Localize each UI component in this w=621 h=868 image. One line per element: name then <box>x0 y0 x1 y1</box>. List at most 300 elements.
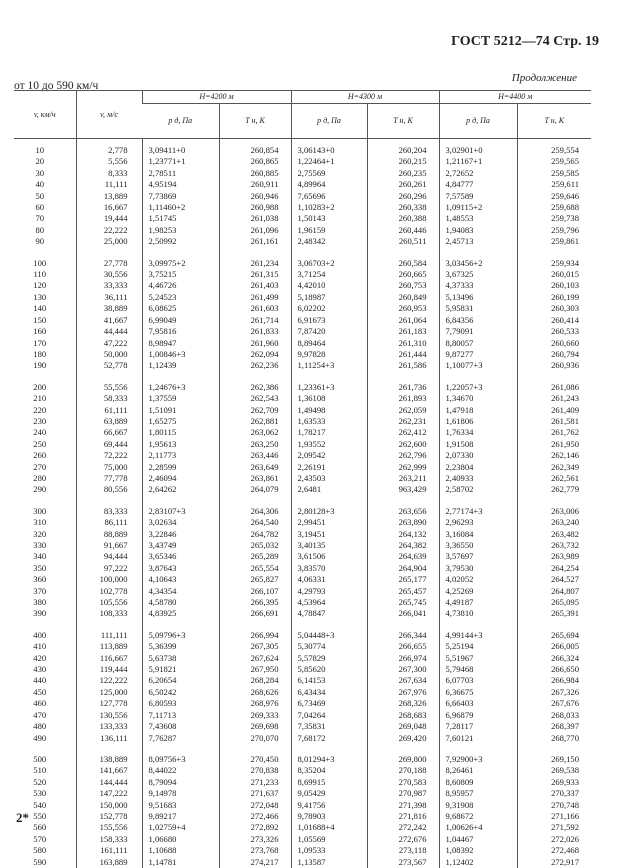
table-cell: 530 <box>33 788 47 799</box>
table-cell: 5,63738 <box>142 653 219 664</box>
table-cell: 3,71254 <box>291 269 367 280</box>
table-cell: 268,284 <box>219 675 291 686</box>
table-cell: 261,950 <box>517 439 591 450</box>
table-cell: 2,83107+3 <box>142 506 219 517</box>
table-cell: 7,79091 <box>439 326 517 337</box>
table-cell: 3,06143+0 <box>291 145 367 156</box>
table-cell: 3,02901+0 <box>439 145 517 156</box>
table-row <box>14 675 591 686</box>
table-cell: 263,240 <box>517 517 591 528</box>
table-cell: 3,09411+0 <box>142 145 219 156</box>
table-cell: 125,000 <box>76 687 142 698</box>
table-cell: 290 <box>33 484 47 495</box>
table-cell: 7,76287 <box>142 733 219 744</box>
table-row <box>14 834 591 845</box>
table-cell: 590 <box>33 856 47 867</box>
group-spacer <box>14 496 591 506</box>
table-cell: 6,43434 <box>291 687 367 698</box>
table-cell: 263,250 <box>219 439 291 450</box>
table-cell: 44,444 <box>76 326 142 337</box>
table-cell: 1,22464+1 <box>291 156 367 167</box>
table-row <box>14 664 591 675</box>
table-cell: 1,05569 <box>291 834 367 845</box>
table-cell: 267,676 <box>517 698 591 709</box>
table-cell: 1,63533 <box>291 416 367 427</box>
table-cell: 265,554 <box>219 563 291 574</box>
table-cell: 190 <box>33 360 47 371</box>
table-cell: 1,37559 <box>142 393 219 404</box>
table-cell: 4,78847 <box>291 608 367 619</box>
table-cell: 266,655 <box>367 641 439 652</box>
table-cell: 33,333 <box>76 280 142 291</box>
col-header-v-ms: v, м/с <box>76 91 142 139</box>
table-cell: 261,315 <box>219 269 291 280</box>
table-row <box>14 517 591 528</box>
table-cell: 77,778 <box>76 473 142 484</box>
table-cell: 265,095 <box>517 597 591 608</box>
table-cell: 4,02052 <box>439 574 517 585</box>
table-cell: 7,92900+3 <box>439 754 517 765</box>
table-cell: 7,04264 <box>291 710 367 721</box>
table-cell: 268,397 <box>517 721 591 732</box>
table-cell: 261,736 <box>367 382 439 393</box>
table-cell: 2,77174+3 <box>439 506 517 517</box>
table-cell: 6,99049 <box>142 315 219 326</box>
table-cell: 72,222 <box>76 450 142 461</box>
table-cell: 270,838 <box>219 765 291 776</box>
table-cell: 265,289 <box>219 551 291 562</box>
table-cell: 4,99144+3 <box>439 630 517 641</box>
table-row <box>14 202 591 213</box>
table-cell: 272,676 <box>367 834 439 845</box>
col-header-p: p д, Па <box>142 104 219 139</box>
table-cell: 30,556 <box>76 269 142 280</box>
table-cell: 3,02634 <box>142 517 219 528</box>
table-cell: 272,466 <box>219 811 291 822</box>
table-cell: 3,75215 <box>142 269 219 280</box>
table-row <box>14 145 591 156</box>
table-row <box>14 473 591 484</box>
table-cell: 5,85620 <box>291 664 367 675</box>
table-row <box>14 506 591 517</box>
table-cell: 264,382 <box>367 540 439 551</box>
table-cell: 50 <box>35 190 45 201</box>
table-cell: 268,033 <box>517 710 591 721</box>
table-cell: 265,177 <box>367 574 439 585</box>
table-cell: 260,533 <box>517 326 591 337</box>
table-cell: 200 <box>33 381 47 392</box>
table-cell: 300 <box>33 505 47 516</box>
height-header-1: H=4200 м <box>142 91 291 104</box>
table-cell: 264,807 <box>517 586 591 597</box>
col-header-p: p д, Па <box>439 104 517 139</box>
table-cell: 1,00846+3 <box>142 349 219 360</box>
table-cell: 1,76334 <box>439 427 517 438</box>
table-cell: 265,745 <box>367 597 439 608</box>
table-cell: 2,11773 <box>142 450 219 461</box>
table-cell: 6,96879 <box>439 710 517 721</box>
table-cell: 150 <box>33 314 47 325</box>
table-cell: 270,450 <box>219 754 291 765</box>
table-row <box>14 857 591 868</box>
table-cell: 274,217 <box>219 857 291 868</box>
table-cell: 102,778 <box>76 586 142 597</box>
table-cell: 7,11713 <box>142 710 219 721</box>
table-cell: 263,006 <box>517 506 591 517</box>
table-cell: 7,35831 <box>291 721 367 732</box>
table-row <box>14 303 591 314</box>
table-cell: 270 <box>33 461 47 472</box>
table-row <box>14 800 591 811</box>
table-cell: 272,048 <box>219 800 291 811</box>
table-cell: 370 <box>33 585 47 596</box>
table-cell: 8,333 <box>76 168 142 179</box>
table-cell: 261,064 <box>367 315 439 326</box>
table-cell: 259,796 <box>517 225 591 236</box>
table-cell: 133,333 <box>76 721 142 732</box>
table-cell: 8,79094 <box>142 777 219 788</box>
table-cell: 9,05429 <box>291 788 367 799</box>
table-cell: 5,09796+3 <box>142 630 219 641</box>
table-cell: 1,96159 <box>291 225 367 236</box>
table-cell: 4,83925 <box>142 608 219 619</box>
table-cell: 261,444 <box>367 349 439 360</box>
table-cell: 259,861 <box>517 236 591 247</box>
table-cell: 2,43503 <box>291 473 367 484</box>
table-cell: 268,626 <box>219 687 291 698</box>
table-cell: 271,816 <box>367 811 439 822</box>
table-cell: 122,222 <box>76 675 142 686</box>
table-cell: 1,09533 <box>291 845 367 856</box>
table-cell: 260,854 <box>219 145 291 156</box>
table-cell: 61,111 <box>76 405 142 416</box>
table-cell: 272,026 <box>517 834 591 845</box>
table-cell: 94,444 <box>76 551 142 562</box>
table-cell: 266,344 <box>367 630 439 641</box>
table-cell: 4,29793 <box>291 586 367 597</box>
table-cell: 3,67325 <box>439 269 517 280</box>
table-row <box>14 450 591 461</box>
table-cell: 1,61806 <box>439 416 517 427</box>
table-row <box>14 777 591 788</box>
table-cell: 261,499 <box>219 292 291 303</box>
table-cell: 270,987 <box>367 788 439 799</box>
table-cell: 264,527 <box>517 574 591 585</box>
table-cell: 264,132 <box>367 529 439 540</box>
table-cell: 4,37333 <box>439 280 517 291</box>
table-cell: 450 <box>33 686 47 697</box>
table-cell: 6,07703 <box>439 675 517 686</box>
table-cell: 1,51091 <box>142 405 219 416</box>
table-cell: 230 <box>33 415 47 426</box>
table-cell: 36,111 <box>76 292 142 303</box>
table-cell: 264,254 <box>517 563 591 574</box>
table-cell: 2,80128+3 <box>291 506 367 517</box>
table-cell: 264,540 <box>219 517 291 528</box>
table-cell: 267,300 <box>367 664 439 675</box>
table-cell: 4,73810 <box>439 608 517 619</box>
table-cell: 3,40135 <box>291 540 367 551</box>
table-cell: 260,936 <box>517 360 591 371</box>
table-cell: 270,583 <box>367 777 439 788</box>
table-cell: 260,296 <box>367 191 439 202</box>
table-row <box>14 225 591 236</box>
table-cell: 262,146 <box>517 450 591 461</box>
table-cell: 8,89464 <box>291 338 367 349</box>
table-cell: 3,43749 <box>142 540 219 551</box>
table-cell: 8,26461 <box>439 765 517 776</box>
page-header: ГОСТ 5212—74 Стр. 19 <box>451 34 599 49</box>
table-cell: 210 <box>33 393 47 404</box>
table-cell: 260,849 <box>367 292 439 303</box>
table-cell: 266,041 <box>367 608 439 619</box>
table-cell: 58,333 <box>76 393 142 404</box>
table-cell: 1,98253 <box>142 225 219 236</box>
table-cell: 260 <box>33 450 47 461</box>
table-cell: 265,694 <box>517 630 591 641</box>
table-cell: 540 <box>33 799 47 810</box>
table-cell: 261,183 <box>367 326 439 337</box>
table-cell: 91,667 <box>76 540 142 551</box>
table-cell: 6,02202 <box>291 303 367 314</box>
table-cell: 1,02759+4 <box>142 822 219 833</box>
table-cell: 262,999 <box>367 462 439 473</box>
table-cell: 3,65346 <box>142 551 219 562</box>
table-cell: 83,333 <box>76 506 142 517</box>
table-cell: 1,09115+2 <box>439 202 517 213</box>
table-cell: 420 <box>33 652 47 663</box>
table-cell: 8,98947 <box>142 338 219 349</box>
table-cell: 470 <box>33 709 47 720</box>
table-cell: 261,310 <box>367 338 439 349</box>
table-cell: 220 <box>33 404 47 415</box>
table-cell: 136,111 <box>76 733 142 744</box>
table-cell: 4,34354 <box>142 586 219 597</box>
table-cell: 272,892 <box>219 822 291 833</box>
table-cell: 261,234 <box>219 258 291 269</box>
table-row <box>14 462 591 473</box>
table-cell: 1,47918 <box>439 405 517 416</box>
table-cell: 1,24676+3 <box>142 382 219 393</box>
table-cell: 1,50143 <box>291 213 367 224</box>
table-cell: 3,36550 <box>439 540 517 551</box>
table-cell: 130 <box>33 291 47 302</box>
table-cell: 267,976 <box>367 687 439 698</box>
table-cell: 260,338 <box>367 202 439 213</box>
table-cell: 430 <box>33 664 47 675</box>
table-cell: 963,429 <box>367 484 439 495</box>
table-cell: 152,778 <box>76 811 142 822</box>
table-cell: 111,111 <box>76 630 142 641</box>
table-cell: 4,49187 <box>439 597 517 608</box>
table-cell: 320 <box>33 528 47 539</box>
table-cell: 22,222 <box>76 225 142 236</box>
table-cell: 5,24523 <box>142 292 219 303</box>
table-cell: 263,211 <box>367 473 439 484</box>
table-cell: 88,889 <box>76 529 142 540</box>
table-cell: 100 <box>33 257 47 268</box>
table-cell: 400 <box>33 629 47 640</box>
table-row <box>14 416 591 427</box>
table-cell: 19,444 <box>76 213 142 224</box>
table-cell: 2,78511 <box>142 168 219 179</box>
table-cell: 2,40933 <box>439 473 517 484</box>
table-cell: 263,482 <box>517 529 591 540</box>
table-cell: 262,796 <box>367 450 439 461</box>
table-cell: 260,584 <box>367 258 439 269</box>
table-cell: 269,933 <box>517 777 591 788</box>
table-cell: 38,889 <box>76 303 142 314</box>
table-cell: 266,324 <box>517 653 591 664</box>
table-cell: 5,91821 <box>142 664 219 675</box>
table-cell: 1,36108 <box>291 393 367 404</box>
table-cell: 2,50992 <box>142 236 219 247</box>
table-cell: 262,386 <box>219 382 291 393</box>
table-cell: 4,95194 <box>142 179 219 190</box>
table-cell: 1,80115 <box>142 427 219 438</box>
table-cell: 1,22057+3 <box>439 382 517 393</box>
table-cell: 250 <box>33 438 47 449</box>
table-cell: 2,58702 <box>439 484 517 495</box>
table-cell: 261,893 <box>367 393 439 404</box>
table-cell: 7,68172 <box>291 733 367 744</box>
table-cell: 6,73469 <box>291 698 367 709</box>
table-cell: 260,261 <box>367 179 439 190</box>
table-cell: 7,28117 <box>439 721 517 732</box>
table-cell: 1,48553 <box>439 213 517 224</box>
table-cell: 1,13587 <box>291 857 367 868</box>
table-cell: 1,10077+3 <box>439 360 517 371</box>
table-cell: 163,889 <box>76 857 142 868</box>
table-cell: 6,36675 <box>439 687 517 698</box>
table-cell: 260,199 <box>517 292 591 303</box>
table-cell: 9,41756 <box>291 800 367 811</box>
table-cell: 264,079 <box>219 484 291 495</box>
table-cell: 5,556 <box>76 156 142 167</box>
table-cell: 262,412 <box>367 427 439 438</box>
table-cell: 5,30774 <box>291 641 367 652</box>
table-cell: 6,66403 <box>439 698 517 709</box>
table-cell: 260,303 <box>517 303 591 314</box>
table-cell: 8,95957 <box>439 788 517 799</box>
table-cell: 1,08392 <box>439 845 517 856</box>
table-cell: 460 <box>33 698 47 709</box>
table-cell: 50,000 <box>76 349 142 360</box>
table-row <box>14 653 591 664</box>
table-cell: 269,048 <box>367 721 439 732</box>
table-cell: 240 <box>33 427 47 438</box>
page-marker: 2* <box>16 810 29 825</box>
table-cell: 9,97828 <box>291 349 367 360</box>
table-cell: 105,556 <box>76 597 142 608</box>
table-cell: 158,333 <box>76 834 142 845</box>
table-cell: 3,19451 <box>291 529 367 540</box>
table-cell: 3,16084 <box>439 529 517 540</box>
table-cell: 150,000 <box>76 800 142 811</box>
table-cell: 8,80057 <box>439 338 517 349</box>
table-row <box>14 168 591 179</box>
table-cell: 260,665 <box>367 269 439 280</box>
table-cell: 8,09756+3 <box>142 754 219 765</box>
table-cell: 263,861 <box>219 473 291 484</box>
table-row <box>14 484 591 495</box>
table-cell: 268,326 <box>367 698 439 709</box>
table-cell: 7,73869 <box>142 191 219 202</box>
table-row <box>14 754 591 765</box>
table-cell: 269,538 <box>517 765 591 776</box>
table-cell: 13,889 <box>76 191 142 202</box>
table-cell: 97,222 <box>76 563 142 574</box>
table-row <box>14 439 591 450</box>
table-cell: 130,556 <box>76 710 142 721</box>
table-cell: 127,778 <box>76 698 142 709</box>
table-cell: 4,53964 <box>291 597 367 608</box>
table-cell: 259,646 <box>517 191 591 202</box>
table-cell: 8,60809 <box>439 777 517 788</box>
table-row <box>14 563 591 574</box>
table-cell: 161,111 <box>76 845 142 856</box>
table-cell: 259,738 <box>517 213 591 224</box>
col-header-t: T н, К <box>219 104 291 139</box>
table-cell: 52,778 <box>76 360 142 371</box>
table-cell: 8,35204 <box>291 765 367 776</box>
table-cell: 570 <box>33 833 47 844</box>
table-cell: 7,87420 <box>291 326 367 337</box>
table-cell: 259,934 <box>517 258 591 269</box>
height-header-3: H=4400 м <box>439 91 591 104</box>
table-cell: 9,31908 <box>439 800 517 811</box>
table-cell: 138,889 <box>76 754 142 765</box>
table-cell: 3,83570 <box>291 563 367 574</box>
table-cell: 260,015 <box>517 269 591 280</box>
table-cell: 100,000 <box>76 574 142 585</box>
group-spacer <box>14 248 591 258</box>
table-cell: 259,554 <box>517 145 591 156</box>
table-cell: 265,391 <box>517 608 591 619</box>
table-row <box>14 427 591 438</box>
table-cell: 267,326 <box>517 687 591 698</box>
table-cell: 16,667 <box>76 202 142 213</box>
group-spacer <box>14 620 591 630</box>
table-row <box>14 156 591 167</box>
table-cell: 2,99451 <box>291 517 367 528</box>
col-header-t: T н, К <box>367 104 439 139</box>
table-cell: 140 <box>33 303 47 314</box>
table-cell: 1,21167+1 <box>439 156 517 167</box>
table-cell: 70 <box>35 213 45 224</box>
table-cell: 66,667 <box>76 427 142 438</box>
table-cell: 141,667 <box>76 765 142 776</box>
table-cell: 262,709 <box>219 405 291 416</box>
table-cell: 2,45713 <box>439 236 517 247</box>
table-cell: 266,005 <box>517 641 591 652</box>
table-cell: 1,49498 <box>291 405 367 416</box>
table-cell: 3,79530 <box>439 563 517 574</box>
table-cell: 1,78217 <box>291 427 367 438</box>
table-cell: 262,779 <box>517 484 591 495</box>
table-cell: 260,204 <box>367 145 439 156</box>
table-cell: 265,032 <box>219 540 291 551</box>
table-cell: 4,84777 <box>439 179 517 190</box>
table-cell: 6,14153 <box>291 675 367 686</box>
table-cell: 265,827 <box>219 574 291 585</box>
table-cell: 80 <box>35 224 45 235</box>
table-cell: 4,42010 <box>291 280 367 291</box>
table-cell: 6,84356 <box>439 315 517 326</box>
table-cell: 7,60121 <box>439 733 517 744</box>
table-cell: 260,103 <box>517 280 591 291</box>
table-row <box>14 822 591 833</box>
